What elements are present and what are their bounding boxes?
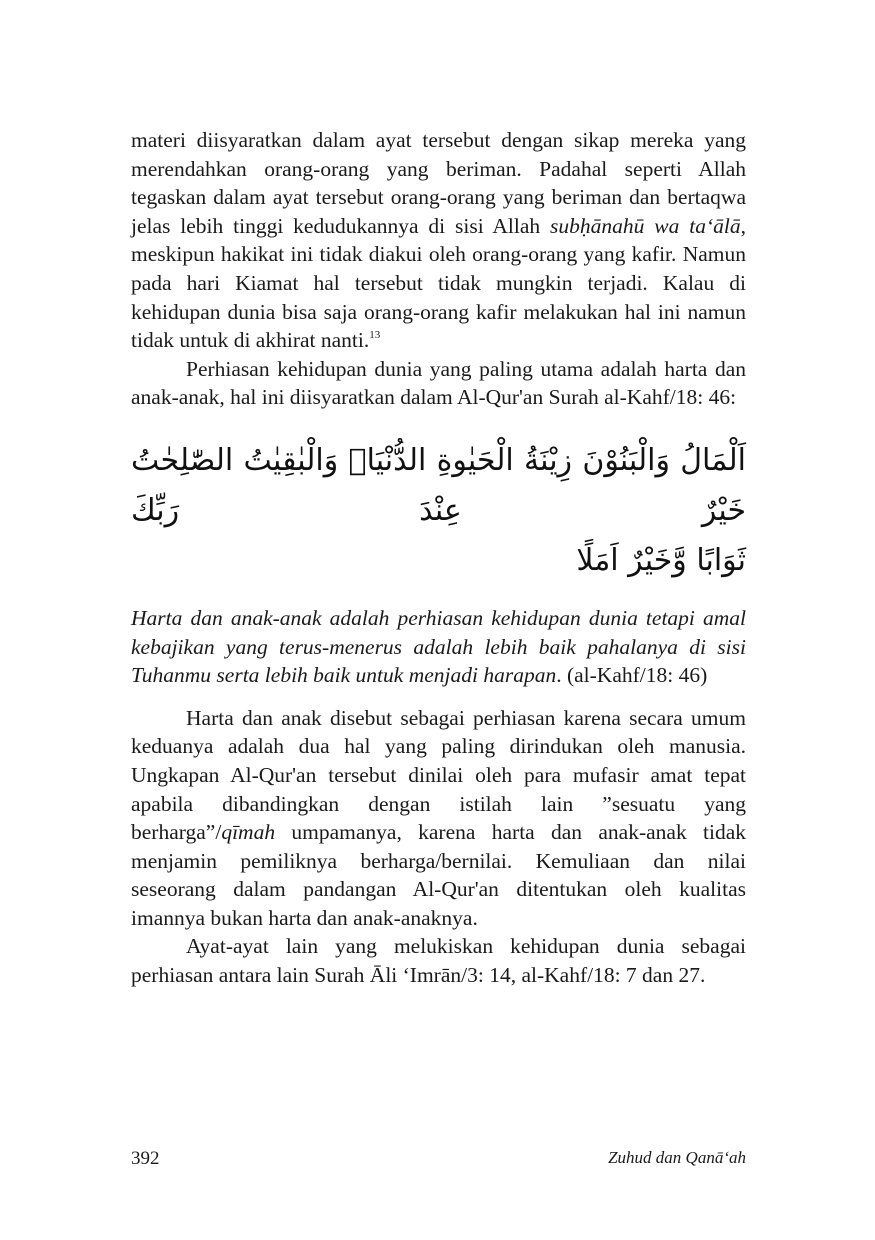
paragraph-4: Ayat-ayat lain yang melukiskan kehidupan dunia sebagai perhiasan antara lain Surah Āli ‘Imrān/3: 14, al-Kahf/18: 7 dan 27. — [131, 934, 746, 988]
paragraph-1 — [131, 126, 746, 355]
paragraph-1-italic: subḥānahū wa ta‘ālā — [550, 213, 741, 238]
paragraph-2: Perhiasan kehidupan dunia yang paling utama adalah harta dan anak-anak, hal ini diisyaratkan dalam Al-Qur'an Surah al-Kahf/18: 46: — [131, 356, 746, 410]
footnote-marker[interactable]: 13 — [369, 329, 381, 342]
paragraph-1-text-a: materi diisyaratkan dalam ayat tersebut dengan sikap mereka yang merendahkan orang-orang yang beriman. Padahal seperti Allah tegaskan dalam ayat tersebut orang-orang yang beriman dan bertaqwa jelas lebih tinggi kedudukannya di sisi Allah — [131, 128, 746, 238]
translation-reference: . (al-Kahf/18: 46) — [556, 663, 708, 688]
arabic-line-1: اَلْمَالُ وَالْبَنُوْنَ زِيْنَةُ الْحَيٰوةِ الدُّنْيَاۚ وَالْبٰقِيٰتُ الصّٰلِحٰتُ خَيْرٌ عِنْدَ رَبِّكَ — [131, 442, 746, 528]
paragraph-1-text-b: , meskipun hakikat ini tidak diakui oleh orang-orang yang kafir. Namun pada hari Kiamat hal tersebut tidak mungkin terjadi. Kalau di kehidupan dunia bisa saja orang-orang kafir melakukan hal ini namun tidak untuk di akhirat nanti. — [131, 213, 746, 353]
paragraph-3-italic: qīmah — [221, 820, 276, 845]
page-number: 392 — [131, 1148, 160, 1169]
paragraph-3-text-b: umpamanya, karena harta dan anak-anak tidak menjamin pemiliknya berharga/bernilai. Kemuliaan dan nilai seseorang dalam pandangan Al-Qur'an ditentukan oleh kualitas imannya bukan harta dan anak-anaknya. — [131, 820, 746, 930]
arabic-line-2: ثَوَابًا وَّخَيْرٌ اَمَلًا — [576, 542, 746, 578]
paragraph-3 — [131, 704, 746, 933]
translation-italic: Harta dan anak-anak adalah perhiasan kehidupan dunia tetapi amal kebajikan yang terus-menerus adalah lebih baik pahalanya di sisi Tuhanmu serta lebih baik untuk menjadi harapan — [131, 605, 746, 688]
page-body — [131, 126, 746, 990]
verse-translation — [131, 604, 746, 690]
paragraph-3-text-a: Harta dan anak disebut sebagai perhiasan karena secara umum keduanya adalah dua hal yang paling dirindukan oleh manusia. Ungkapan Al-Qur'an tersebut dinilai oleh para mufasir amat tepat apabila dibandingkan dengan istilah lain ”sesuatu yang berharga”/ — [131, 705, 746, 845]
quran-verse-arabic — [131, 436, 746, 586]
running-title: Zuhud dan Qanā‘ah — [608, 1148, 746, 1167]
